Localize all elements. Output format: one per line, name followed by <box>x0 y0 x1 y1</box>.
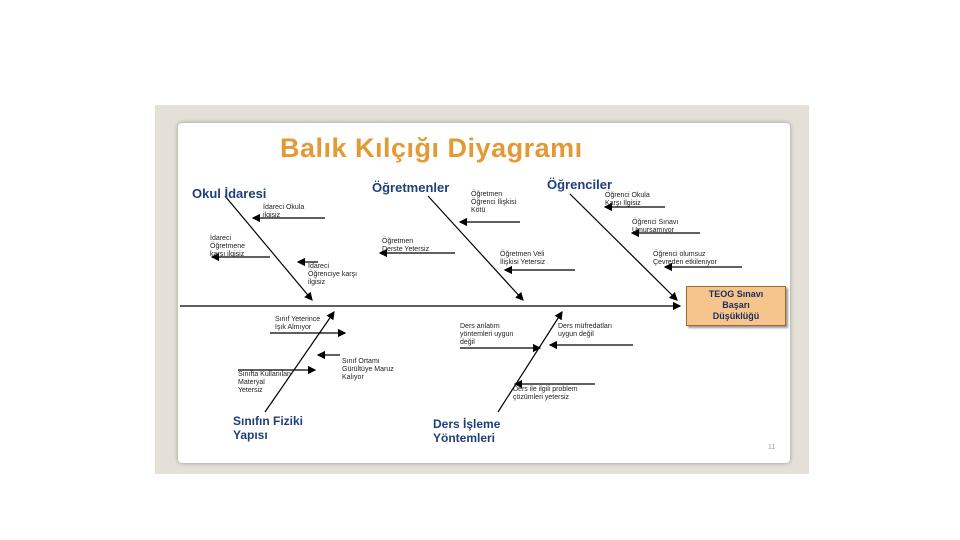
page-number: 11 <box>768 444 776 451</box>
cause-ders-3: Ders ile ilgili problem çözümleri yetersiz <box>513 386 578 401</box>
bone-ogrenci <box>570 194 677 300</box>
cause-ders-2: Ders müfredatları uygun değil <box>558 323 613 338</box>
cause-ogrenci-1: Öğrenci Okula Karşı İlgisiz <box>605 192 650 207</box>
cause-okul-1: İdareci Okula ilgisiz <box>263 204 305 219</box>
effect-box: TEOG Sınavı Başarı Düşüklüğü <box>686 286 786 326</box>
cause-sinif-2: Sınıfta Kullanılan Materyal Yetersiz <box>238 371 291 394</box>
category-ogrenciler: Öğrenciler <box>547 177 613 192</box>
diagram-title: Balık Kılçığı Diyagramı <box>280 133 583 163</box>
category-okul-idaresi: Okul İdaresi <box>192 186 267 201</box>
cause-sinif-1: Sınıf Yeterince Işık Almıyor <box>275 316 321 331</box>
cause-ogretmen-3: Öğretmen Veli İlişkisi Yetersiz <box>500 251 546 266</box>
cause-ogrenci-2: Öğrenci Sınavı Umursamıyor <box>632 219 679 234</box>
cause-sinif-3: Sınıf Ortamı Gürültüye Maruz Kalıyor <box>342 358 394 381</box>
cause-ogrenci-3: Öğrenci olumsuz Çevreden etkileniyor <box>653 251 717 266</box>
category-ders-isleme: Ders İşleme Yöntemleri <box>433 417 501 445</box>
cause-okul-2: İdareci Öğretmene karşı ilgisiz <box>210 235 246 258</box>
cause-ders-1: Ders anlatım yöntemleri uygun değil <box>460 323 514 346</box>
category-sinif-fiziki: Sınıfın Fiziki Yapısı <box>233 414 304 442</box>
cause-ogretmen-1: Öğretmen Öğrenci İlişkisi Kötü <box>471 191 517 214</box>
category-ogretmenler: Öğretmenler <box>372 180 450 195</box>
cause-okul-3: İdareci Öğrenciye karşı ilgisiz <box>308 263 358 286</box>
cause-ogretmen-2: Öğretmen Derste Yetersiz <box>382 238 430 253</box>
